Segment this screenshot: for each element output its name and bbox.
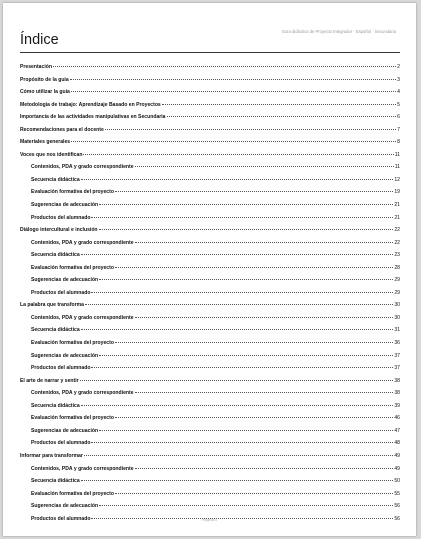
toc-page-number: 48 bbox=[394, 440, 400, 447]
toc-entry-label: Secuencia didáctica bbox=[31, 252, 80, 259]
dot-leader bbox=[85, 304, 393, 305]
dot-leader bbox=[115, 493, 393, 494]
toc-page-number: 23 bbox=[394, 252, 400, 259]
toc-page-number: 7 bbox=[397, 126, 400, 133]
dot-leader bbox=[91, 217, 393, 218]
dot-leader bbox=[81, 179, 394, 180]
toc-section-entry[interactable] bbox=[20, 152, 400, 165]
dot-leader bbox=[91, 442, 393, 443]
toc-page-number: 11 bbox=[394, 151, 400, 158]
toc-subsection-entry[interactable] bbox=[20, 390, 400, 403]
toc-subsection-entry[interactable] bbox=[20, 290, 400, 303]
toc-page-number: 21 bbox=[394, 202, 400, 209]
toc-entry-label: Secuencia didáctica bbox=[31, 176, 80, 183]
toc-subsection-entry[interactable] bbox=[20, 440, 400, 453]
toc-page-number: 56 bbox=[394, 515, 400, 522]
toc-entry-label: Secuencia didáctica bbox=[31, 478, 80, 485]
dot-leader bbox=[135, 317, 394, 318]
toc-entry-label: Recomendaciones para el docente bbox=[20, 126, 104, 133]
table-of-contents bbox=[20, 64, 400, 528]
toc-page-number: 22 bbox=[394, 239, 400, 246]
toc-page-number: 2 bbox=[397, 64, 400, 70]
toc-page-number: 50 bbox=[394, 478, 400, 485]
toc-section-entry[interactable] bbox=[20, 64, 400, 77]
toc-section-entry[interactable] bbox=[20, 139, 400, 152]
toc-section-entry[interactable] bbox=[20, 227, 400, 240]
toc-subsection-entry[interactable] bbox=[20, 415, 400, 428]
toc-entry-label: La palabra que transforma bbox=[20, 302, 84, 309]
dot-leader bbox=[135, 242, 394, 243]
toc-section-entry[interactable] bbox=[20, 453, 400, 466]
toc-entry-label: Evaluación formativa del proyecto bbox=[31, 490, 114, 497]
toc-entry-label: Secuencia didáctica bbox=[31, 402, 80, 409]
toc-subsection-entry[interactable] bbox=[20, 503, 400, 516]
toc-page-number: 37 bbox=[394, 352, 400, 359]
toc-page-number: 21 bbox=[394, 214, 400, 221]
dot-leader bbox=[135, 392, 394, 393]
running-header: Guía didáctica de Proyecto Integrador · Español · Secundaria bbox=[281, 29, 396, 34]
toc-entry-label: Sugerencias de adecuación bbox=[31, 277, 99, 284]
toc-entry-label: Secuencia didáctica bbox=[31, 327, 80, 334]
dot-leader bbox=[81, 329, 394, 330]
toc-entry-label: Contenidos, PDA y grado correspondiente bbox=[31, 239, 134, 246]
dot-leader bbox=[71, 91, 396, 92]
toc-page-number: 4 bbox=[397, 89, 400, 96]
toc-entry-label: Contenidos, PDA y grado correspondiente bbox=[31, 164, 134, 171]
toc-page-number: 29 bbox=[394, 289, 400, 296]
dot-leader bbox=[99, 204, 393, 205]
dot-leader bbox=[99, 279, 393, 280]
toc-subsection-entry[interactable] bbox=[20, 240, 400, 253]
toc-page-number: 46 bbox=[394, 415, 400, 422]
toc-subsection-entry[interactable] bbox=[20, 277, 400, 290]
toc-subsection-entry[interactable] bbox=[20, 252, 400, 265]
toc-entry-label: Materiales generales bbox=[20, 139, 71, 146]
toc-entry-label: Evaluación formativa del proyecto bbox=[31, 340, 114, 347]
toc-section-entry[interactable] bbox=[20, 114, 400, 127]
title-divider bbox=[20, 52, 400, 53]
toc-subsection-entry[interactable] bbox=[20, 189, 400, 202]
toc-subsection-entry[interactable] bbox=[20, 177, 400, 190]
toc-subsection-entry[interactable] bbox=[20, 202, 400, 215]
dot-leader bbox=[81, 480, 394, 481]
toc-page-number: 5 bbox=[397, 101, 400, 108]
toc-page-number: 38 bbox=[394, 390, 400, 397]
toc-page-number: 22 bbox=[394, 227, 400, 234]
dot-leader bbox=[135, 166, 394, 167]
dot-leader bbox=[81, 405, 394, 406]
dot-leader bbox=[135, 468, 394, 469]
toc-subsection-entry[interactable] bbox=[20, 265, 400, 278]
toc-subsection-entry[interactable] bbox=[20, 403, 400, 416]
dot-leader bbox=[167, 116, 397, 117]
toc-entry-label: Sugerencias de adecuación bbox=[31, 427, 99, 434]
toc-entry-label: Productos del alumnado bbox=[31, 365, 91, 372]
toc-page-number: 49 bbox=[394, 452, 400, 459]
toc-page-number: 28 bbox=[394, 264, 400, 271]
toc-section-entry[interactable] bbox=[20, 77, 400, 90]
toc-entry-label: Metodología de trabajo: Aprendizaje Basado en Proyectos bbox=[20, 101, 161, 108]
toc-subsection-entry[interactable] bbox=[20, 365, 400, 378]
dot-leader bbox=[70, 79, 396, 80]
toc-page-number: 30 bbox=[394, 302, 400, 309]
toc-subsection-entry[interactable] bbox=[20, 478, 400, 491]
toc-entry-label: Diálogo intercultural e inclusión bbox=[20, 227, 98, 234]
toc-subsection-entry[interactable] bbox=[20, 428, 400, 441]
dot-leader bbox=[105, 129, 396, 130]
toc-entry-label: Voces que nos identifican bbox=[20, 151, 83, 158]
toc-page-number: 49 bbox=[394, 465, 400, 472]
dot-leader bbox=[99, 505, 393, 506]
toc-subsection-entry[interactable] bbox=[20, 340, 400, 353]
toc-entry-label: Sugerencias de adecuación bbox=[31, 352, 99, 359]
toc-entry-label: Evaluación formativa del proyecto bbox=[31, 415, 114, 422]
dot-leader bbox=[71, 141, 396, 142]
toc-page-number: 47 bbox=[394, 427, 400, 434]
toc-page-number: 19 bbox=[394, 189, 400, 196]
toc-section-entry[interactable] bbox=[20, 102, 400, 115]
dot-leader bbox=[115, 342, 393, 343]
toc-page-number: 30 bbox=[394, 314, 400, 321]
document-page bbox=[3, 3, 416, 536]
toc-entry-label: Cómo utilizar la guía bbox=[20, 89, 70, 96]
toc-entry-label: Productos del alumnado bbox=[31, 440, 91, 447]
toc-entry-label: Evaluación formativa del proyecto bbox=[31, 189, 114, 196]
toc-entry-label: Sugerencias de adecuación bbox=[31, 503, 99, 510]
dot-leader bbox=[99, 430, 393, 431]
toc-entry-label: Contenidos, PDA y grado correspondiente bbox=[31, 314, 134, 321]
toc-section-entry[interactable] bbox=[20, 302, 400, 315]
toc-page-number: 8 bbox=[397, 139, 400, 146]
dot-leader bbox=[91, 367, 393, 368]
toc-page-number: 55 bbox=[394, 490, 400, 497]
dot-leader bbox=[115, 267, 393, 268]
toc-subsection-entry[interactable] bbox=[20, 315, 400, 328]
page-title: Índice bbox=[20, 32, 59, 48]
toc-section-entry[interactable] bbox=[20, 127, 400, 140]
toc-entry-label: Sugerencias de adecuación bbox=[31, 202, 99, 209]
toc-entry-label: Productos del alumnado bbox=[31, 515, 91, 522]
toc-page-number: 11 bbox=[394, 164, 400, 171]
dot-leader bbox=[162, 104, 396, 105]
toc-entry-label: Propósito de la guía bbox=[20, 76, 69, 83]
toc-entry-label: Contenidos, PDA y grado correspondiente bbox=[31, 390, 134, 397]
toc-entry-label: Contenidos, PDA y grado correspondiente bbox=[31, 465, 134, 472]
toc-page-number: 6 bbox=[397, 114, 400, 121]
toc-subsection-entry[interactable] bbox=[20, 327, 400, 340]
dot-leader bbox=[91, 292, 393, 293]
toc-page-number: 38 bbox=[394, 377, 400, 384]
toc-page-number: 36 bbox=[394, 340, 400, 347]
dot-leader bbox=[84, 455, 393, 456]
dot-leader bbox=[81, 254, 394, 255]
dot-leader bbox=[80, 380, 394, 381]
toc-subsection-entry[interactable] bbox=[20, 466, 400, 479]
toc-page-number: 29 bbox=[394, 277, 400, 284]
toc-subsection-entry[interactable] bbox=[20, 353, 400, 366]
toc-entry-label: Productos del alumnado bbox=[31, 289, 91, 296]
dot-leader bbox=[99, 355, 393, 356]
toc-entry-label: Productos del alumnado bbox=[31, 214, 91, 221]
dot-leader bbox=[83, 154, 393, 155]
toc-entry-label: Evaluación formativa del proyecto bbox=[31, 264, 114, 271]
toc-page-number: 31 bbox=[394, 327, 400, 334]
toc-page-number: 37 bbox=[394, 365, 400, 372]
dot-leader bbox=[99, 229, 394, 230]
toc-page-number: 3 bbox=[397, 76, 400, 83]
toc-entry-label: Importancia de las actividades manipulativas en Secundaria bbox=[20, 114, 166, 121]
toc-subsection-entry[interactable] bbox=[20, 215, 400, 228]
dot-leader bbox=[115, 417, 393, 418]
toc-subsection-entry[interactable] bbox=[20, 164, 400, 177]
dot-leader bbox=[53, 66, 396, 67]
toc-section-entry[interactable] bbox=[20, 378, 400, 391]
toc-section-entry[interactable] bbox=[20, 89, 400, 102]
toc-page-number: 12 bbox=[394, 176, 400, 183]
toc-entry-label: El arte de narrar y sentir bbox=[20, 377, 79, 384]
dot-leader bbox=[115, 191, 393, 192]
toc-entry-label: Informar para transformar bbox=[20, 452, 83, 459]
toc-page-number: 56 bbox=[394, 503, 400, 510]
toc-entry-label: Presentación bbox=[20, 64, 52, 70]
toc-page-number: 39 bbox=[394, 402, 400, 409]
toc-subsection-entry[interactable] bbox=[20, 491, 400, 504]
page-footer: Página II bbox=[201, 517, 218, 522]
